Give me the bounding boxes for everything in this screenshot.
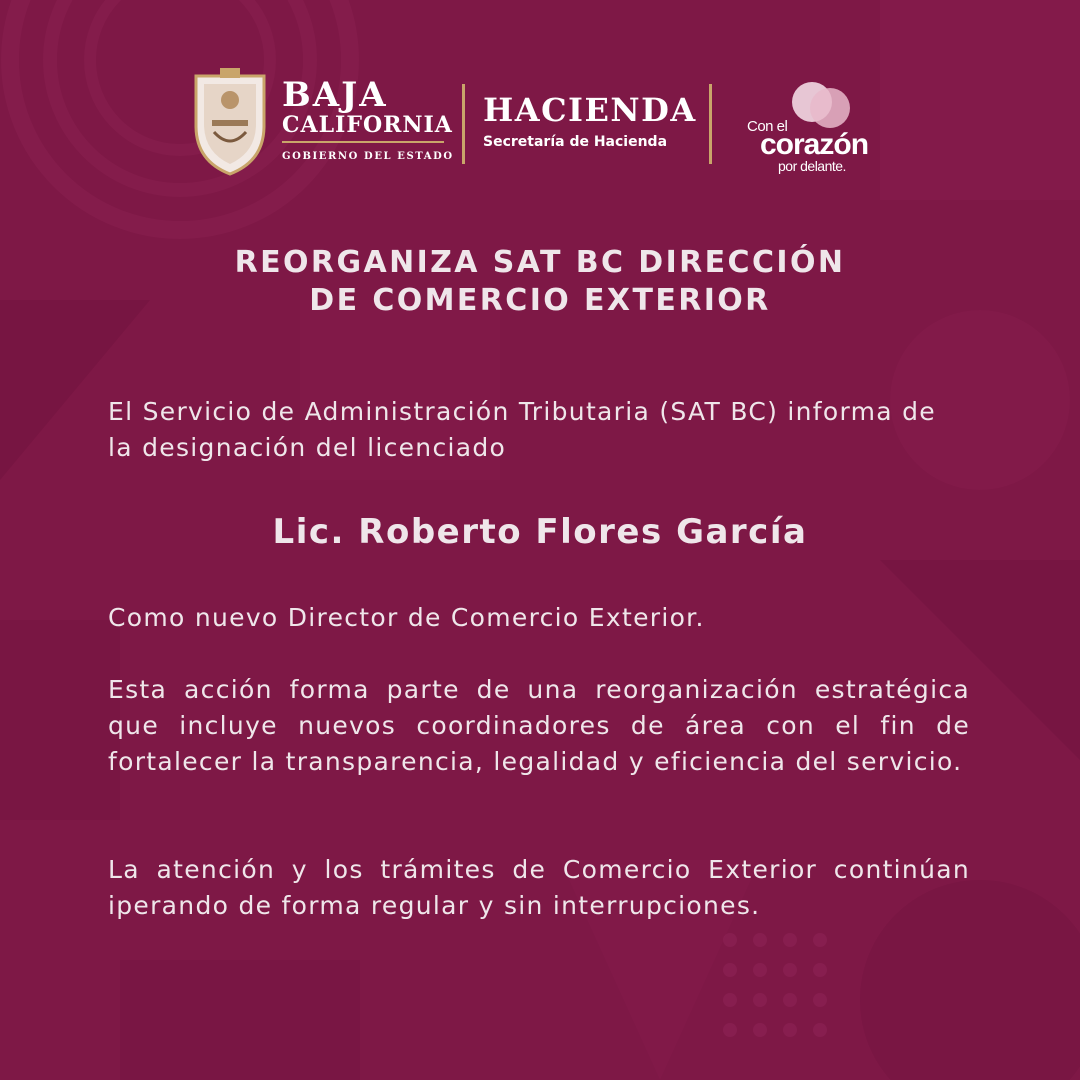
wordmark-rule — [282, 141, 444, 143]
hacienda-subtitle: Secretaría de Hacienda — [483, 134, 668, 150]
title-line-1: REORGANIZA SAT BC DIRECCIÓN — [234, 245, 846, 280]
logo-divider — [709, 84, 712, 164]
continuity-paragraph: La atención y los trámites de Comercio Exterior continúan iperando de forma regular y sin interrupciones. — [108, 855, 970, 920]
logo-divider — [462, 84, 465, 164]
slogan-con-el: Con el — [747, 118, 788, 135]
header-logos — [0, 66, 1080, 184]
hacienda-title: HACIENDA — [483, 91, 697, 129]
hacienda-wordmark — [483, 91, 697, 150]
baja-california-wordmark — [282, 75, 454, 162]
reorganization-paragraph: Esta acción forma parte de una reorganización estratégica que incluye nuevos coordinadores de área con el fin de fortalecer la transparencia, legalidad y eficiencia del servicio. — [108, 675, 970, 776]
baja-label: BAJA — [282, 75, 388, 115]
page-title — [0, 244, 1080, 320]
california-label: CALIFORNIA — [282, 112, 453, 138]
baja-california-seal-icon — [190, 66, 270, 178]
slogan-corazon: corazón — [760, 128, 869, 161]
role-paragraph: Como nuevo Director de Comercio Exterior. — [108, 603, 705, 632]
appointee-name: Lic. Roberto Flores García — [272, 512, 808, 552]
gobierno-label: GOBIERNO DEL ESTADO — [282, 151, 454, 162]
intro-paragraph: El Servicio de Administración Tributaria (SAT BC) informa de la designación del licenciado — [108, 397, 936, 462]
slogan-por-delante: por delante. — [778, 158, 846, 174]
title-line-2: DE COMERCIO EXTERIOR — [309, 283, 771, 318]
